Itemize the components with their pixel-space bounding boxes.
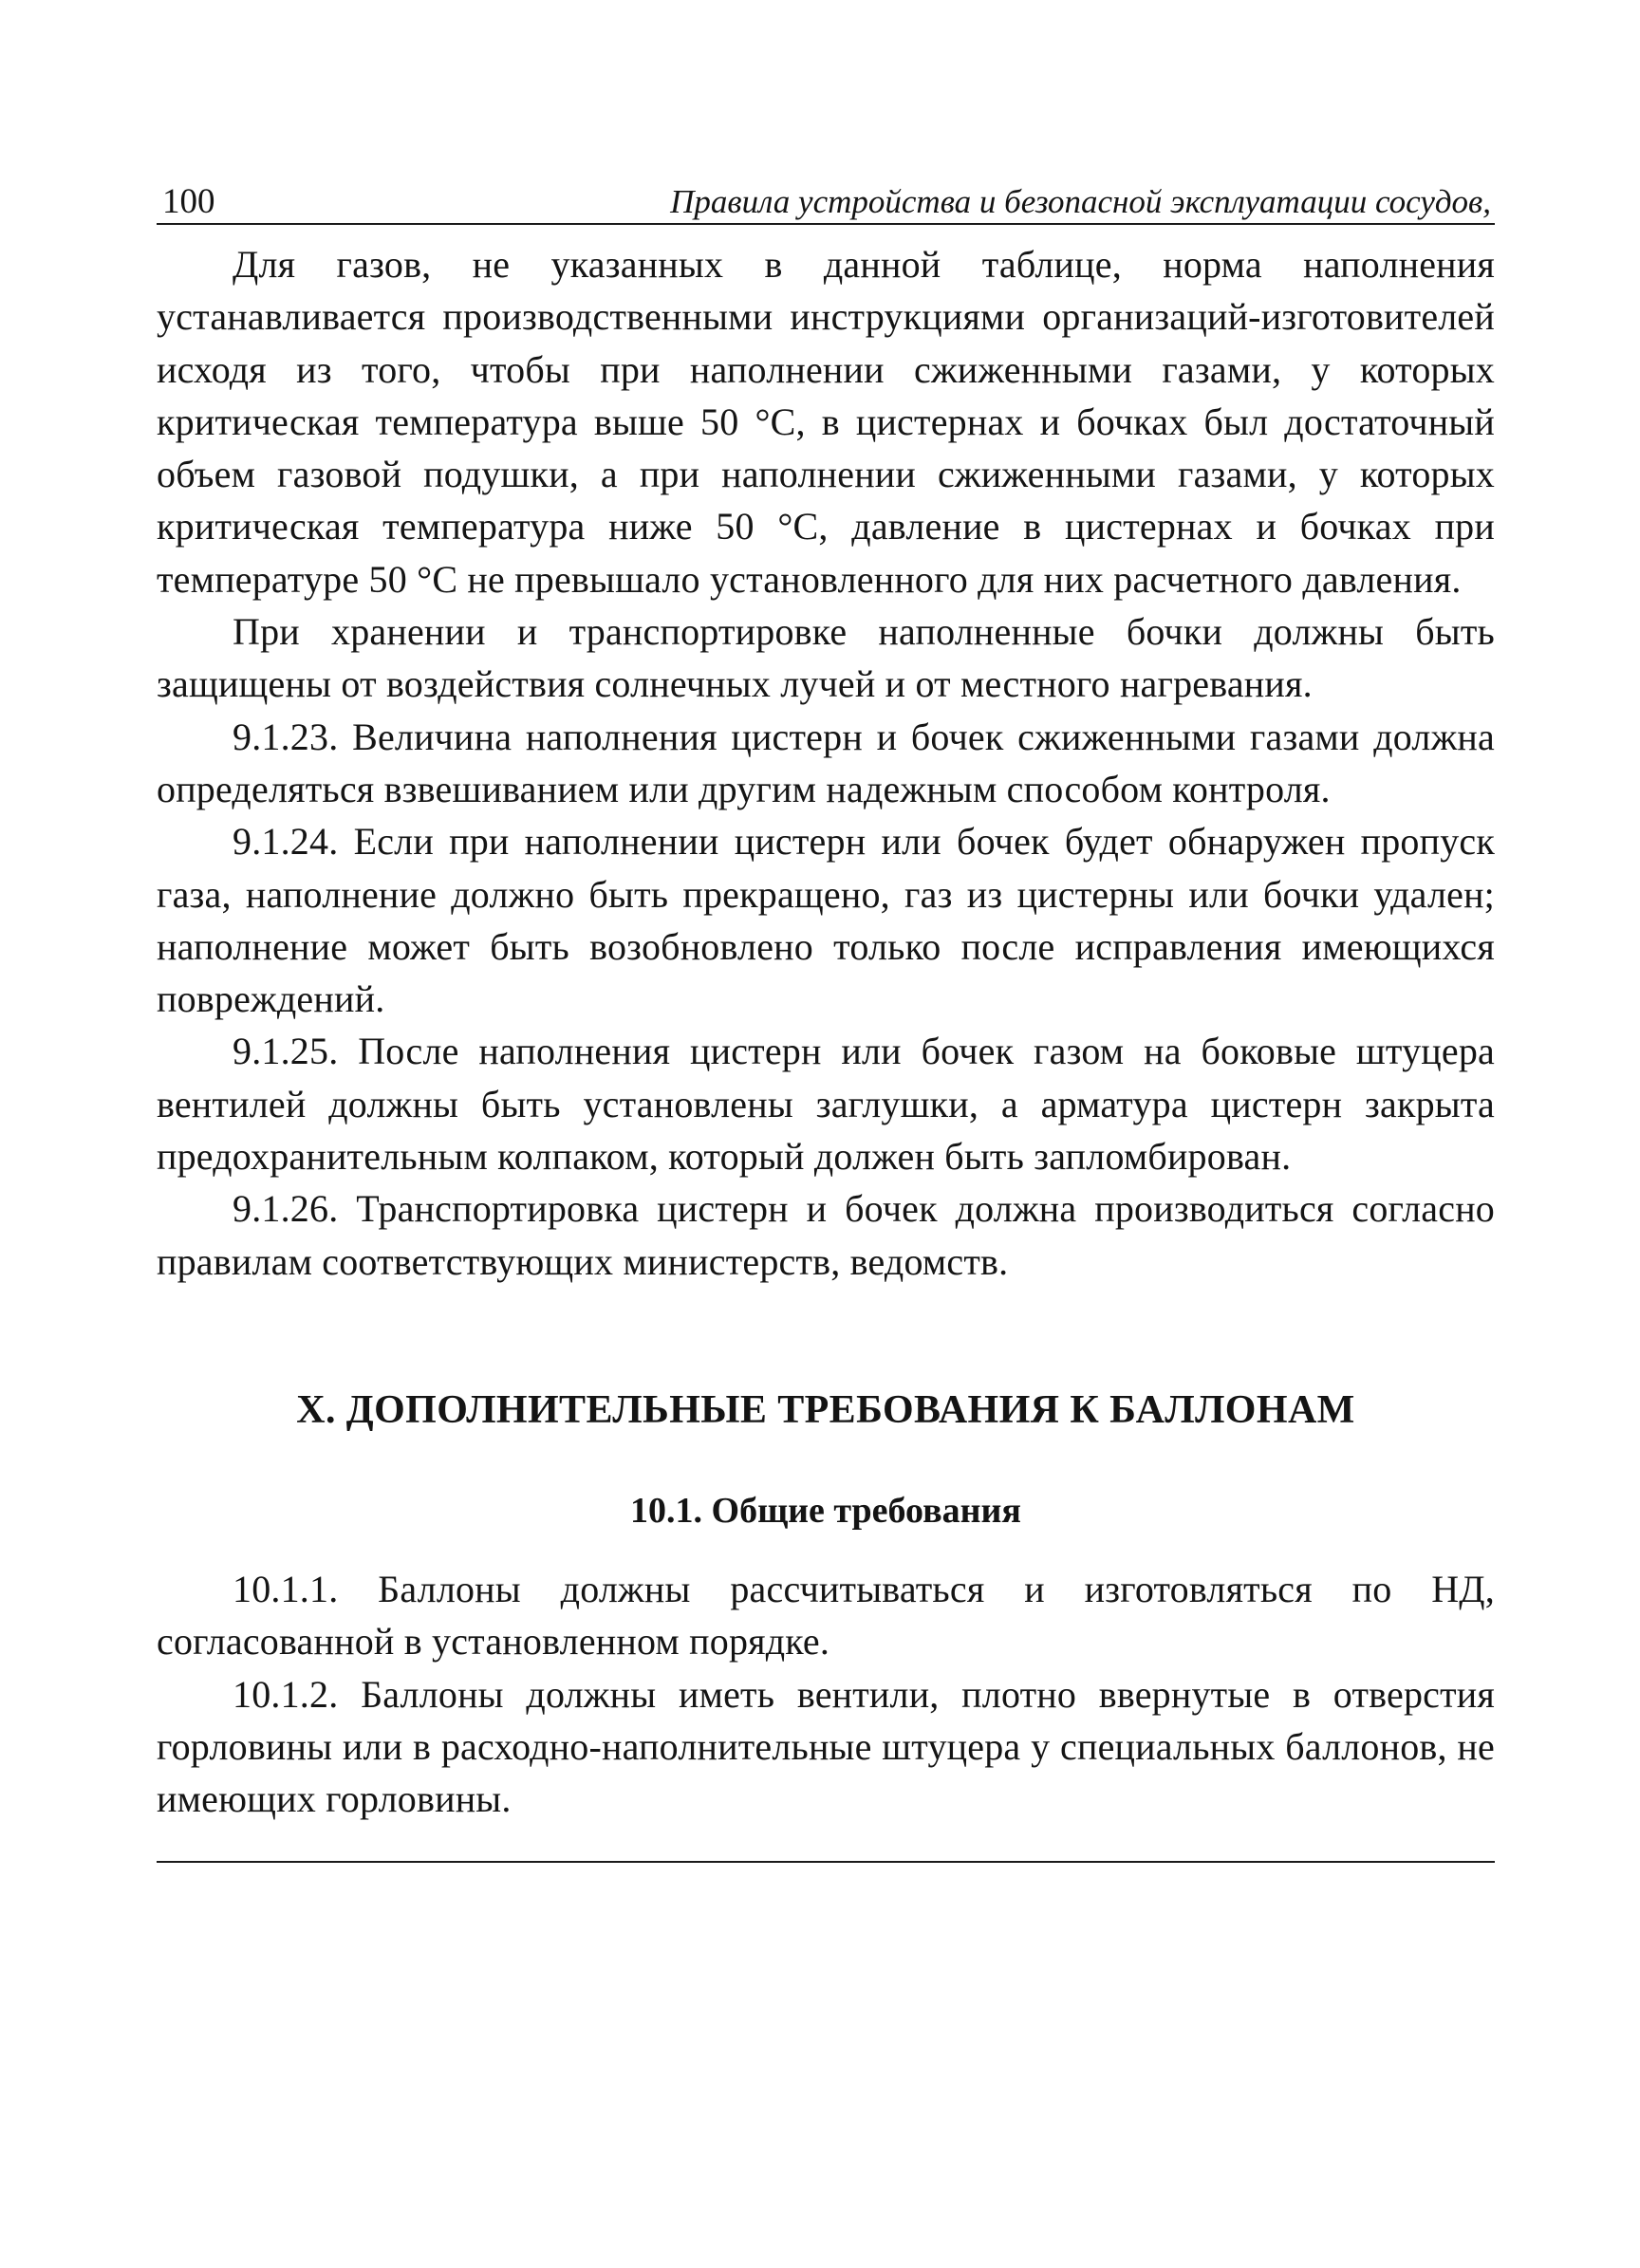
- paragraph-storage-transport: При хранении и транспортировке наполненные бочки должны быть защищены от воздействия солнечных лучей и от местного нагревания.: [157, 610, 1495, 706]
- paragraph-gas-filling-norm: Для газов, не указанных в данной таблице, норма наполнения устанавливается производственными инструкциями организаций-изготовителей исходя из того, чтобы при наполнении сжиженными газами, у которых критическая температура выше 50 °С, в цистернах и бочках был достаточный объем газовой подушки, а при наполнении сжиженными газами, у которых критическая температура ниже 50 °С, давление в цистернах и бочках при температуре 50 °С не превышало установленного для них расчетного давления.: [157, 243, 1495, 601]
- paragraph-10-1-1: 10.1.1. Баллоны должны рассчитываться и изготовляться по НД, согласованной в установленном порядке.: [157, 1567, 1495, 1664]
- page-number: 100: [162, 182, 215, 221]
- bottom-rule: [157, 1861, 1495, 1863]
- paragraph-9-1-23: 9.1.23. Величина наполнения цистерн и бочек сжиженными газами должна определяться взвешиванием или другим надежным способом контроля.: [157, 715, 1495, 810]
- paragraph-10-1-2: 10.1.2. Баллоны должны иметь вентили, плотно ввернутые в отверстия горловины или в расходно-наполнительные штуцера у специальных баллонов, не имеющих горловины.: [157, 1672, 1495, 1821]
- running-header: [157, 176, 1495, 225]
- paragraph-9-1-24: 9.1.24. Если при наполнении цистерн или бочек будет обнаружен пропуск газа, наполнение должно быть прекращено, газ из цистерны или бочки удален; наполнение может быть возобновлено только после исправления имеющихся повреждений.: [157, 820, 1495, 1021]
- running-header-title: Правила устройства и безопасной эксплуатации сосудов,: [670, 183, 1491, 220]
- paragraph-9-1-26: 9.1.26. Транспортировка цистерн и бочек должна производиться согласно правилам соответствующих министерств, ведомств.: [157, 1187, 1495, 1283]
- document-page: [157, 176, 1495, 1863]
- section-body: [157, 1563, 1495, 1825]
- body-text: [157, 238, 1495, 1288]
- chapter-heading: X. ДОПОЛНИТЕЛЬНЫЕ ТРЕБОВАНИЯ К БАЛЛОНАМ: [296, 1387, 1355, 1432]
- paragraph-9-1-25: 9.1.25. После наполнения цистерн или бочек газом на боковые штуцера вентилей должны быть установлены заглушки, а арматура цистерн закрыта предохранительным колпаком, который должен быть запломбирован.: [157, 1030, 1495, 1179]
- section-heading: 10.1. Общие требования: [630, 1490, 1021, 1531]
